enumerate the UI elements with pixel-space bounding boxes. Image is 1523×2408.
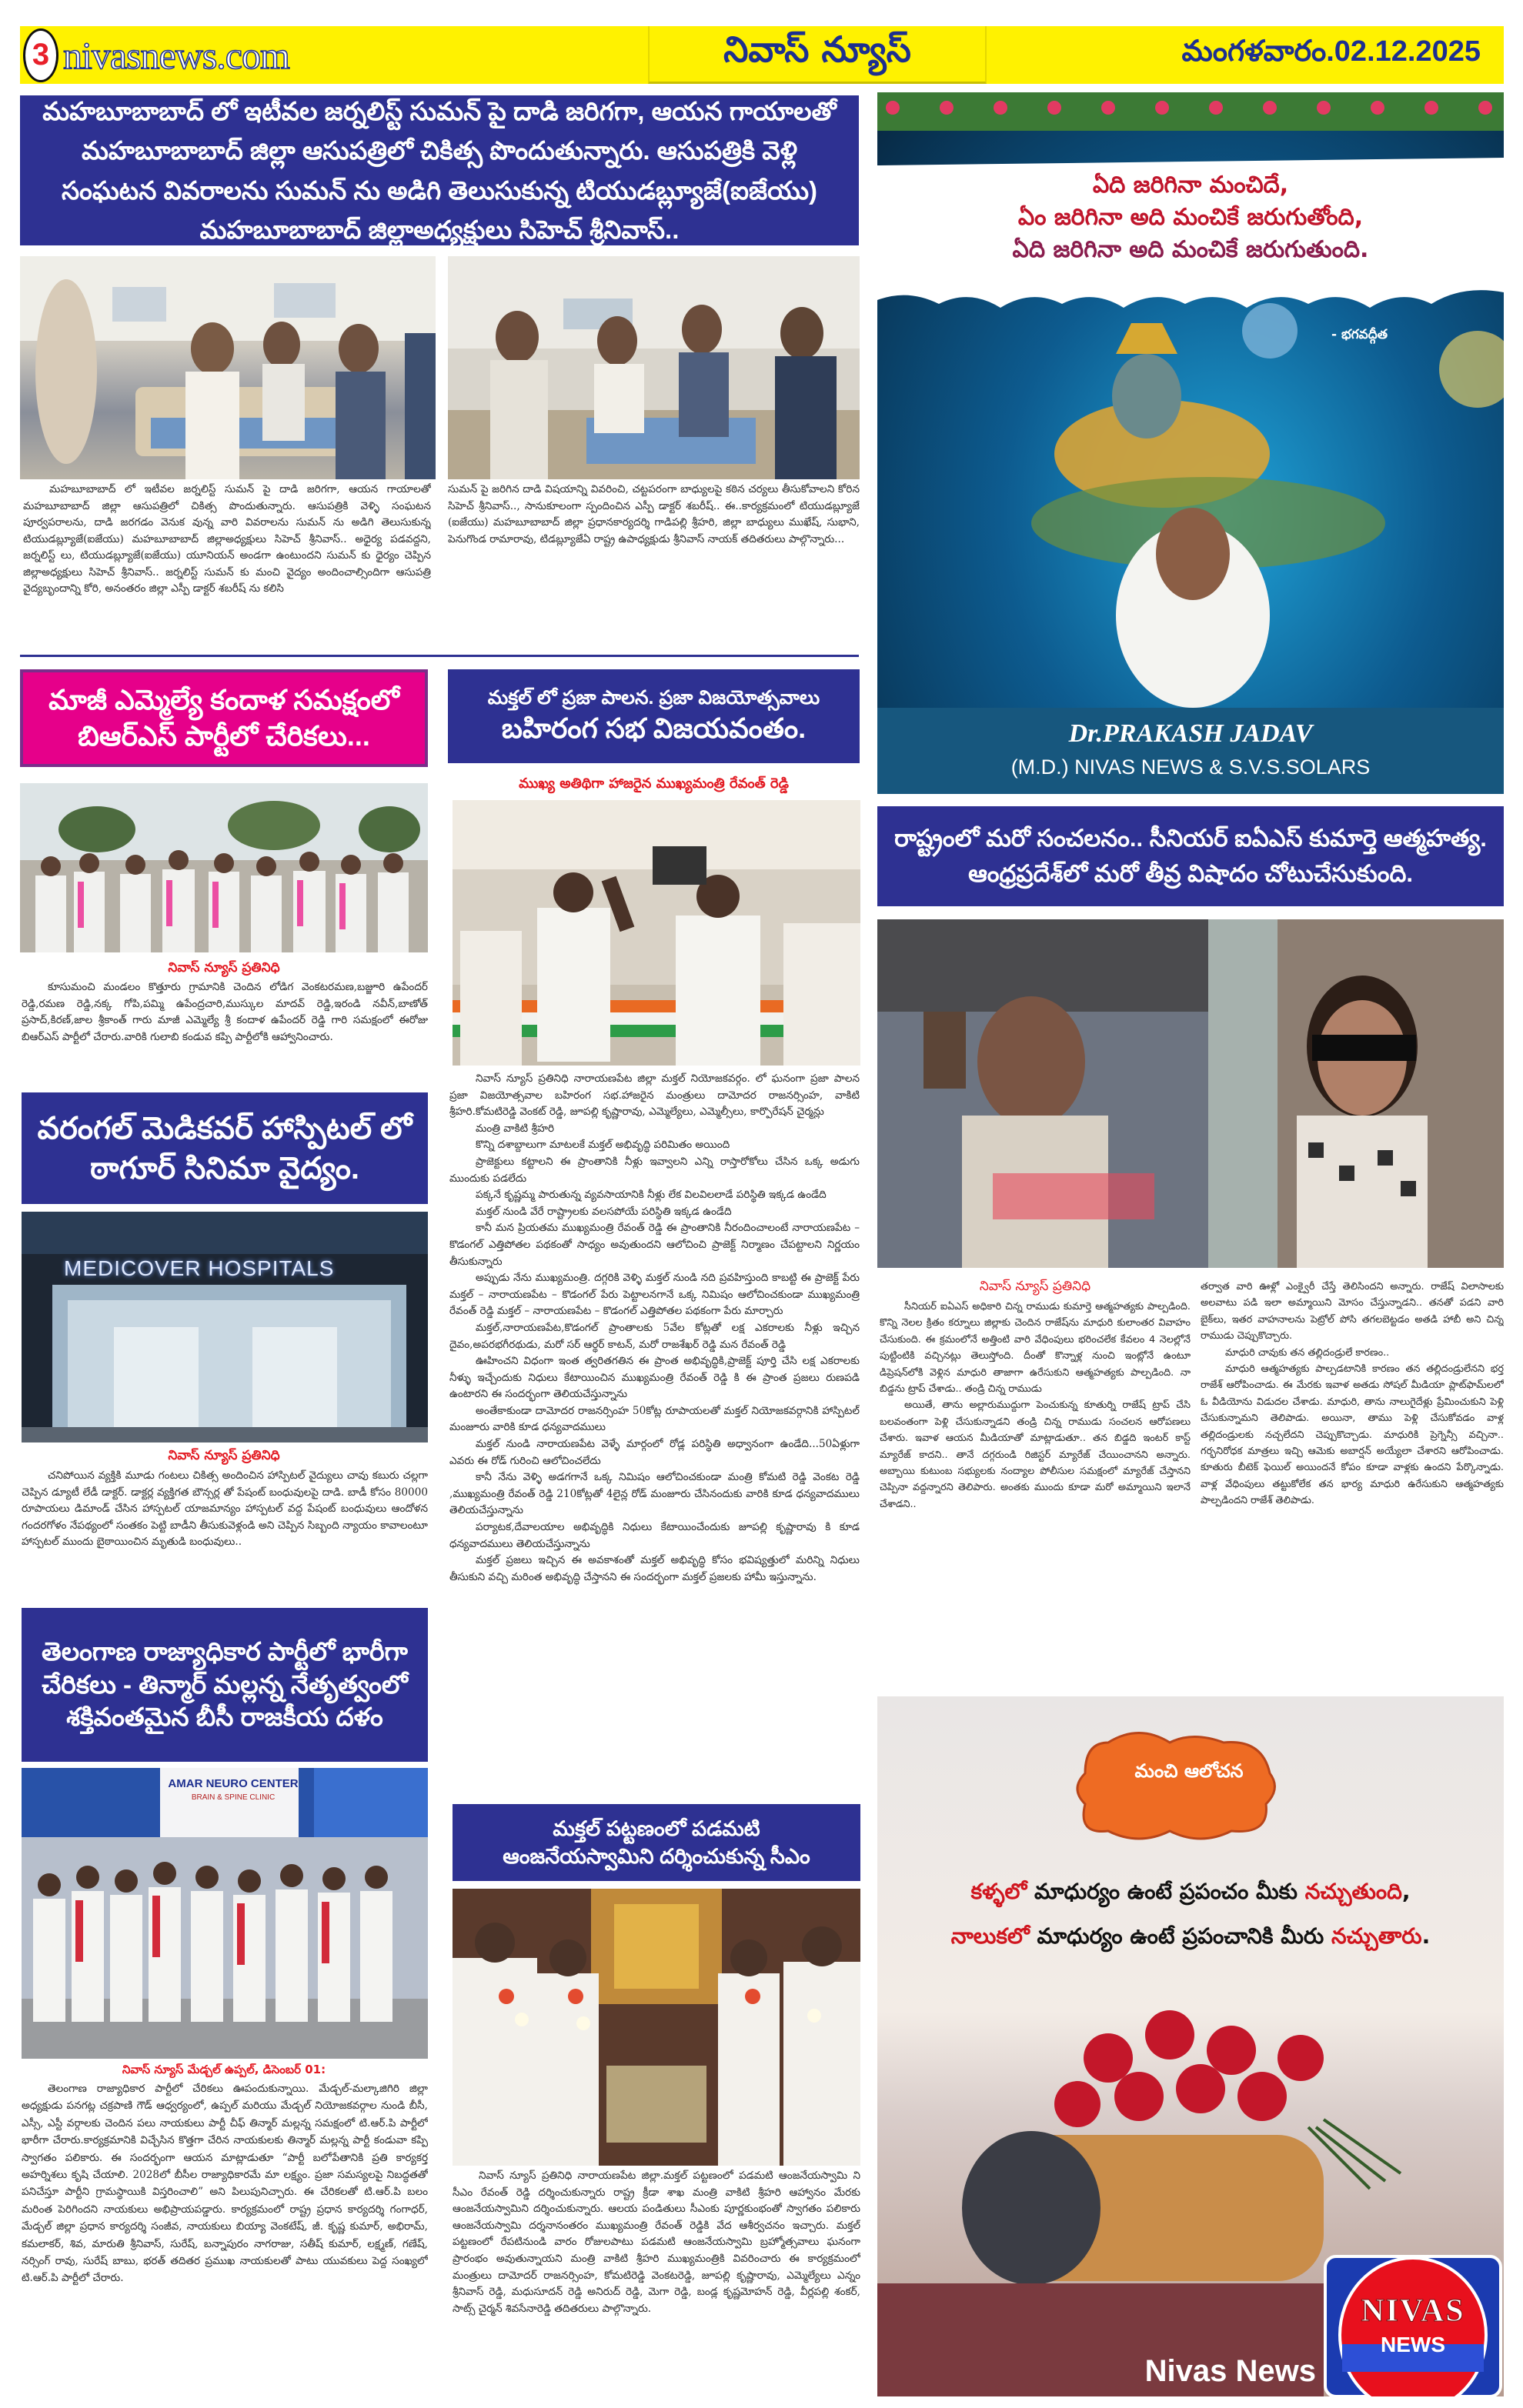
makthal-paragraph: ప్రాజెక్టులు కట్టాలని ఈ ప్రాంతానికి నీళ్లు ఇవ్వాలని ఎన్ని రాస్తారోకోలు చేసిన ఒక్క అడుగు ముందుకు పడలేదు	[449, 1155, 860, 1185]
quote-text: మాధుర్యం ఉంటే ప్రపంచానికి మీరు	[1029, 1923, 1331, 1949]
website-link[interactable]: nivasnews.com	[63, 33, 289, 77]
good-thought-ad-artwork	[877, 1696, 1504, 2396]
makthal-paragraph: మక్తల్ నుండి నారాయణపేట వెళ్ళే మార్గంలో రోడ్ల పరిస్థితి అధ్వానంగా ఉండేది...50ఏళ్లుగా ఎవరు ఈ రోడ్ గురించి ఆలోచించలేదు	[449, 1438, 860, 1467]
makthal-paragraph: కానీ మన ప్రియతమ ముఖ్యమంత్రి రేవంత్ రెడ్డి ఈ ప్రాంతానికి నీరందించాలంటే నారాయణపేట – కొడంగల్ ఎత్తిపోతల పథకంతో సాధ్యం అవుతుందని ఆలోచించి ప్రాజెక్ట్ నిర్మాణం చేపట్టాలని నిర్ణయం తీసుకున్నారు	[449, 1222, 860, 1268]
makthal-headline	[448, 669, 860, 763]
makthal-paragraph: మక్తల్,నారాయణపేట,కొడంగల్ ప్రాంతాలకు 5వేల కోట్లతో లక్ష ఎకరాలకు నీళ్లు ఇచ్చిన దైవం,అపరభగీరథుడు, మరో సర్ ఆర్థర్ కాటన్, మరో రాజశేఖర్ రెడ్డి మన రేవంత్ రెడ్డి	[449, 1321, 860, 1351]
trp-byline: నివాస్ న్యూస్ మేడ్చల్ ఉప్పల్, డిసెంబర్ 01:	[122, 2063, 326, 2076]
ias-byline: నివాస్ న్యూస్ ప్రతినిధి	[979, 1279, 1091, 1294]
medicover-byline: నివాస్ న్యూస్ ప్రతినిధి	[168, 1448, 280, 1463]
logo-bottom-text: NEWS	[1381, 2333, 1445, 2356]
gita-ad-name: Dr.PRAKASH JADAV	[1068, 719, 1313, 748]
makthal-paragraph: కొన్ని దశాబ్దాలుగా మాటలకే మక్తల్ అభివృద్ధి పరిమితం అయింది	[476, 1139, 730, 1152]
brs-headline	[20, 669, 428, 767]
anjaneya-headline-line1: మక్తల్ పట్టణంలో పడమటి	[553, 1816, 760, 1840]
page-number: 3	[23, 28, 58, 82]
medicover-body	[22, 1468, 428, 1585]
nivas-news-logo	[1342, 2293, 1484, 2357]
quote-highlight: నచ్చుతుంది	[1304, 1879, 1402, 1904]
logo-top-text: NIVAS	[1361, 2293, 1465, 2329]
quote-highlight: కళ్ళలో	[970, 1879, 1027, 1904]
gita-quote-line2: ఏం జరిగినా అది మంచికే జరుగుతోంది,	[1017, 204, 1364, 231]
makthal-subhead: ముఖ్య అతిథిగా హాజరైన ముఖ్యమంత్రి రేవంత్ రెడ్డి	[519, 775, 789, 792]
makthal-paragraph: ఊహించని విధంగా ఇంత త్వరితగతిన ఈ ప్రాంత అభివృద్ధికి,ప్రాజెక్ట్ పూర్తి చేసి లక్ష ఎకరాలకు నీళ్ళు ఇచ్చేందుకు నిధులు కేటాయించిన ముఖ్యమంత్రి రేవంత్ రెడ్డి కి ఈ ప్రాంత ప్రజలు రుణపడి ఉంటారని ఈ సందర్భంగా తెలియచేస్తున్నాను	[449, 1355, 860, 1401]
ias-body-col1b-text: అయితే, తాను అల్లారుముద్దుగా పెంచుకున్న కూతుర్ని రాజేష్ ట్రాప్ చేసి బలవంతంగా పెళ్లి చేసుకున్నాడని తండ్రి చిన్న రాముడు సంచలన ఆరోపణలు చేశారు. ఇవాళ ఆయన మీడియాతో మాట్లాడుతూ.. తన బిడ్డది ఇంటర్ కాస్ట్ మ్యారేజ్ కాదని.. తానే దగ్గరుండి రిజిస్టర్ మ్యారేజ్ చేయించానని అన్నారు. అబ్బాయి కుటుంబ సభ్యులకు నంద్యాల పోలీసుల సమక్షంలో మ్యారేజ్ చేస్తానని చెప్పినా వద్దన్నారని తెలిపారు. అంతకు ముందు కూడా మరో అమ్మాయిని ఇలానే చేశాడని..	[880, 1399, 1191, 1510]
makthal-paragraph: నివాస్ న్యూస్ ప్రతినిధి నారాయణపేట జిల్లా మక్తల్ నియోజకవర్గం. లో ఘనంగా ప్రజా పాలన ప్రజా విజయోత్సవాల బహిరంగ సభ.హాజరైన మంత్రులు దామోదర రాజనర్సింహ, వాకిటి శ్రీహరి.కోమటిరెడ్డి వెంకట్ రెడ్డి, జూపల్లి కృష్ణారావు, ఎమ్మెల్యేలు, ఎమ్మెల్సీలు, కార్పొరేషన్ చైర్మన్లు	[449, 1072, 860, 1119]
quote-text: మాధుర్యం ఉంటే ప్రపంచం మీకు	[1027, 1879, 1305, 1904]
lead-body-left	[23, 482, 431, 625]
lead-body-left-text: మహబూబాబాద్ లో ఇటీవల జర్నలిస్ట్ సుమన్ పై దాడి జరిగగా, ఆయన గాయాలతో మహబూబాబాద్ జిల్లా ఆసుపత్రిలో చికిత్స పొందుతున్నారు. ఆసుపత్రికి వెళ్ళి సంఘటన పూర్వపరాలను, దాడి జరగడం వెనుక వున్న వారి వివరాలను సుమన్ ను అడిగి తెలుసుకున్న టియుడబ్ల్యూజే(ఐజేయు) మహబూబాబాద్ జిల్లాఅధ్యక్షులు సిహెచ్ శ్రీనివాస్.. అధైర్య పడవద్దని, జర్నలిస్ట్ లు, టియుడబ్ల్యూజే(ఐజేయు) యూనియన్ అండగా ఉంటుందని సుమన్ కు ధైర్యం చెప్పిన జిల్లాఅధ్యక్షులు సిహెచ్ శ్రీనివాస్.. జర్నలిస్ట్ సుమన్ కు మంచి వైద్యం అందించాల్సిందిగా ఆసుపత్రి వైద్యబృందాన్ని కోరి, అనంతరం జిల్లా ఎస్పీ డాక్టర్ శబరీష్ ను కలిసి	[23, 483, 431, 595]
brs-headline-text: మాజీ ఎమ్మెల్యే కందాళ సమక్షంలో బిఆర్ఎస్ పార్టీలో చేరికలు...	[48, 683, 399, 752]
makthal-rally-photo	[453, 800, 860, 1066]
ias-headline-text: రాష్ట్రంలో మరో సంచలనం.. సీనియర్ ఐఏఎస్ కుమార్తె ఆత్మహత్య. ఆంధ్రప్రదేశ్‌లో మరో తీవ్ర విషాదం చోటుచేసుకుంది.	[894, 824, 1487, 887]
ias-body-col2-subhead: మాధురి చావుకు తన తల్లిదండ్రులే కారణం..	[1225, 1346, 1390, 1359]
makthal-paragraph: పర్యాటక,దేవాలయాల అభివృద్ధికి నిధులు కేటాయించేందుకు జూపల్లి కృష్ణారావు కి కూడ ధన్యవాదములు తెలియచేస్తున్నాను	[449, 1521, 860, 1550]
ias-news-photo	[877, 919, 1504, 1268]
medicover-photo	[22, 1212, 428, 1442]
ias-headline	[877, 806, 1504, 906]
temple-visit-photo	[453, 1889, 860, 2166]
brs-body	[22, 979, 428, 1064]
ias-body-col2-text: తర్వాత వారి ఊళ్లో ఎంక్వైరీ చేస్తే తెలిసిందని అన్నారు. రాజేష్ విలాసాలకు అలవాటు పడి ఇలా అమ్మాయిని మోసం చేస్తున్నాడని.. తనతో పడని వారి బైక్‌లు, ఇతర వాహనాలను పెట్రోల్ పోసి తగలబెట్టడం అతడి హాబీ అని చిన్న రాముడు చెప్పుకొచ్చారు.	[1201, 1281, 1504, 1342]
quote-punct: ,	[1401, 1879, 1411, 1904]
masthead	[20, 26, 1504, 84]
lead-body-right-text: సుమన్ పై జరిగిన దాడి విషయాన్ని వివరించి, చట్టపరంగా బాధ్యులపై కఠిన చర్యలు తీసుకోవాలని కోరిన సిహెచ్ శ్రీనివాస్.., సానుకూలంగా స్పందించిన ఎస్పీ డాక్టర్ శబరీష్.. ఈ..కార్యక్రమంలో టియుడబ్ల్యూజే (ఐజేయు) మహబూబాబాద్ జిల్లా ప్రధానకార్యదర్శి గాడిపల్లి శ్రీహరి, జిల్లా బాధ్యులు ముఖేష్, సుభాని, పెనుగొండ రామారావు, టిడబ్ల్యూజేఏ రాష్ట్ర ఉపాధ్యక్షుడు శ్రీనివాస్ నాయక్ తదితరులు పాల్గొన్నారు...	[448, 483, 860, 545]
trp-headline-text: తెలంగాణ రాజ్యాధికార పార్టీలో భారీగా చేరికలు - తిన్మార్ మల్లన్న నేతృత్వంలో శక్తివంతమైన బీసీ రాజకీయ దళం	[42, 1636, 408, 1732]
hospital-visit-photo-left	[20, 256, 436, 479]
brs-photo	[20, 783, 428, 952]
good-thought-quote	[877, 1869, 1504, 1959]
medicover-sign: MEDICOVER HOSPITALS	[64, 1256, 335, 1280]
trp-body-text: తెలంగాణ రాజ్యాధికార పార్టీలో చేరికలు ఊపందుకున్నాయి. మేడ్చల్-మల్కాజిగిరి జిల్లా అధ్యక్షుడు పనగట్ల చక్రపాణి గౌడ్ ఆధ్వర్యంలో, ఉప్పల్ మరియు మేడ్చల్ నియోజకవర్గాల నుండి బీసీ, ఎస్సీ, ఎస్టీ వర్గాలకు చెందిన పలు నాయకులు పార్టీ చీఫ్ తిన్మార్ మల్లన్న సమక్షంలో టి.ఆర్.పి పార్టీలో భారీగా చేరారు.కార్యక్రమానికి విచ్చేసిన కొత్తగా చేరిన నాయకులకు తిన్మార్ మల్లన్న పార్టీ కండువా కప్పి స్వాగతం పలికారు. ఈ సందర్భంగా ఆయన మాట్లాడుతూ “పార్టీ బలోపేతానికి ప్రతి కార్యకర్త అహర్నిశలు కృషి చేయాలి. 2028లో బీసీల రాజ్యాధికారమే మా లక్ష్యం. ప్రజా సమస్యలపై నిబద్ధతతో పనిచేస్తూ పార్టీని గ్రామస్థాయికి విస్తరించాలి” అని పిలుపునిచ్చారు. ఈ చేరికలతో టి.ఆర్.పి బలం మరింత పెరిగిందని నాయకులు అభిప్రాయపడ్డారు. కార్యక్రమంలో రాష్ట్ర ప్రధాన కార్యదర్శి గంగాధర్, మేడ్చల్ జిల్లా ప్రధాన కార్యదర్శి సంజీవ, నాయకులు బియ్యా వెంకటేష్, జీ. కృష్ణ కుమార్, అభిరామ్, కమలాకర్, శివ, మారుతి శ్రీనివాస్, సురేష్, బన్నాపురం నాగరాజు, సతీష్ కుమార్, లక్ష్మణ్, గణేష్, నర్సింగ్ రావు, సురేష్ బాబు, భరత్ తదితర ప్రముఖ నాయకులతో పాటు యువకులు పెద్ద సంఖ్యలో టి.ఆర్.పి పార్టీలో చేరారు.	[22, 2083, 428, 2285]
trp-body	[22, 2080, 428, 2388]
quote-punct: .	[1421, 1923, 1431, 1949]
medicover-headline-text: వరంగల్ మెడికవర్ హాస్పిటల్ లో ఠాగూర్ సినిమా వైద్యం.	[37, 1111, 412, 1186]
medicover-headline	[22, 1092, 428, 1204]
gita-quote-line3: ఏది జరిగినా అది మంచికే జరుగుతుంది.	[1012, 236, 1369, 263]
gita-ad-title: (M.D.) NIVAS NEWS & S.V.S.SOLARS	[1010, 755, 1371, 779]
good-thought-ad	[877, 1696, 1504, 2396]
ias-body-col2	[1201, 1279, 1504, 1679]
section-divider	[20, 655, 859, 657]
lead-headline	[20, 95, 859, 245]
trp-clinic-sign	[168, 1777, 299, 1802]
medicover-body-text: చనిపోయిన వ్యక్తికి మూడు గంటలు చికిత్స అందించిన హాస్పిటల్ వైద్యులు చావు కబురు చల్లగా చెప్పిన డ్యూటీ లేడీ డాక్టర్. డాక్టర్ల వ్యక్తిగత బౌన్సర్ల తో పేషంట్ బంధువులపై దాడి. బాడీ కోసం 80000 రూపాయలు డిమాండ్ చేసిన హాస్పటల్ యాజమాన్యం హాస్పటల్ వద్ద పేషంట్ బంధువులు ఆందోళన గందరగోళం నేపథ్యంలో సంతకం పెట్టి బాడీని తీసుకువెళ్లండి అని చెప్పిన సిబ్బంది న్యాయం కావాలంటూ హాస్పటల్ ముందు బైఠాయించిన మృతుడి బంధువులు..	[22, 1469, 428, 1548]
makthal-paragraph: పక్కనే కృష్ణమ్మ పారుతున్న వ్యవసాయానికి నీళ్లు లేక విలవిలలాడే పరిస్థితి ఇక్కడ ఉండేది	[476, 1189, 827, 1202]
anjaneya-body	[453, 2168, 860, 2391]
issue-date: మంగళవారం.02.12.2025	[1181, 35, 1481, 68]
makthal-headline-line1: మక్తల్ లో ప్రజా పాలన. ప్రజా విజయోత్సవాలు	[487, 687, 820, 709]
makthal-paragraph: కానీ నేను వెళ్ళి అడగగానే ఒక్క నిమిషం ఆలోచించకుండా మంత్రి కోమటి రెడ్డి వెంకట రెడ్డి ,ముఖ్యమంత్రి రేవంత్ రెడ్డి 210కోట్లతో 4లైన్ల రోడ్ మంజూరు చేసినందుకు వారికి కూడ ధన్యవాదములు తెలియచేస్తున్నాను	[449, 1471, 860, 1517]
brs-body-text: కూసుమంచి మండలం కొత్తూరు గ్రామానికి చెందిన లోడిగ వెంకటరమణ,బజ్జూరి ఉపేందర్ రెడ్డి,రమణ రెడ్డి,నక్క గోపి,పమ్మి ఉపేంద్రచారి,ముస్కుల మాదవ్ రెడ్డి,ఇరండి నవీన్,బాణోత్ ప్రసాద్,కిరణ్,జాల శ్రీకాంత్ గారు మాజీ ఎమ్మెల్యే శ్రీ కందాళ ఉపేందర్ రెడ్డి గారి సమక్షంలో ఈరోజు బిఆర్ఎస్ పార్టీలో చేరారు.వారికి గులాబి కండువ కప్పి పార్టీలోకి ఆహ్వానించారు.	[22, 981, 428, 1043]
good-thought-line2	[877, 1914, 1504, 1959]
makthal-paragraph: అప్పుడు నేను ముఖ్యమంత్రి. దగ్గరికి వెళ్ళి మక్తల్ నుండి నది ప్రవహిస్తుంది కాబట్టి ఈ ప్రాజెక్ట్ పేరు మక్తల్ – నారాయణపేట – కొడంగల్ పేరు పెట్టాలనగానే ఒక్క నిమిషం ఆలోచించకుండా ముఖ్యమంత్రి రేవంత్ రెడ్డి మక్తల్ – నారాయణపేట – కొడంగల్ ఎత్తిపోతల పథకంగా పేరు మార్చారు	[449, 1272, 860, 1318]
anjaneya-headline	[453, 1804, 860, 1881]
lead-headline-text: మహబూబాబాద్ లో ఇటీవల జర్నలిస్ట్ సుమన్ పై దాడి జరిగగా, ఆయన గాయాలతో మహబూబాబాద్ జిల్లా ఆసుపత్రిలో చికిత్స పొందుతున్నారు. ఆసుపత్రికి వెళ్లి సంఘటన వివరాలను సుమన్ ను అడిగి తెలుసుకున్న టియుడబ్ల్యూజే(ఐజేయు) మహబూబాబాద్ జిల్లాఅధ్యక్షులు సిహెచ్ శ్రీనివాస్..	[42, 97, 837, 244]
lead-photo-left	[20, 256, 436, 479]
makthal-headline-line2: బహిరంగ సభ విజయవంతం.	[501, 712, 807, 744]
makthal-paragraph: మంత్రి వాకిటి శ్రీహరి	[476, 1122, 555, 1135]
gita-quote-line1: ఏది జరిగినా మంచిదే,	[1092, 172, 1289, 198]
trp-clinic-sign-title: AMAR NEURO CENTER	[168, 1777, 299, 1790]
trp-photo	[22, 1768, 428, 2059]
gita-attribution: - భగవద్గీత	[1331, 327, 1388, 342]
ias-body-col1	[880, 1299, 1191, 1676]
gita-ad	[877, 92, 1504, 794]
ias-body-col2b-text: మాధురి ఆత్మహత్యకు పాల్పడటానికి కారణం తన తల్లిదండ్రులేనని భర్త రాజేశ్ ఆరోపించాడు. ఈ మేరకు ఇవాళ అతడు సోషల్ మీడియా ప్లాట్‌ఫామ్‌లలో ఓ వీడియోను విడుదల చేశాడు. మాధురి, తాను నాలుగైదేళ్లు ప్రేమించుకుని పెళ్లి చేసుకున్నామని తెలిపాడు. అయినా, తాము పెళ్లి చేసుకోవడం వాళ్ల తల్లిదండ్రులకు నచ్చలేదని చెప్పుకొచ్చాడు. మాధురికి ప్రెగ్నెన్సీ వచ్చినా.. గర్భనిరోధక మాత్రలు ఇచ్చి ఆమెకు అబార్షన్ అయ్యేలా చేశారని ఆరోపించాడు. కూతురు బీటెక్ ఫెయిల్ అయిందనే కోపం కూడా వాళ్లకు ఉందని పేర్కొన్నాడు. వాళ్ల వేధింపులు తట్టుకోలేక తన భార్య మాధురి ఉరేసుకుని ఆత్మహత్యకు పాల్పడిందని రాజేశ్ తెలిపాడు.	[1201, 1363, 1504, 1507]
brs-joining-photo	[20, 783, 428, 952]
trp-clinic-sign-sub: BRAIN & SPINE CLINIC	[191, 1793, 276, 1802]
brs-byline: నివాస్ న్యూస్ ప్రతినిధి	[168, 960, 280, 976]
medicover-hospital-photo	[22, 1212, 428, 1442]
lead-photo-right	[448, 256, 860, 479]
anjaneya-photo	[453, 1889, 860, 2166]
makthal-paragraph: మక్తల్ ప్రజలు ఇచ్చిన ఈ అవకాశంతో మక్తల్ అభివృద్ధి కోసం భవిష్యత్తులో మరిన్ని నిధులు తీసుకుని వచ్చి మరింత అభివృద్ధి చేస్తానని ఈ సందర్భంగా మక్తల్ ప్రజలకు హామీ ఇస్తున్నాను.	[449, 1554, 860, 1583]
makthal-paragraph: అంతేకాకుండా దామోదర రాజనర్సింహ 50కోట్ల రూపాయలతో మక్తల్ నియోజకవర్గానికి హాస్పిటల్ మంజూరు వారికి కూడ ధన్యవాదములు	[449, 1404, 860, 1434]
nivas-news-footer: Nivas News	[1144, 2354, 1316, 2388]
ias-body-col1-text: సీనియర్ ఐఏఎస్ అధికారి చిన్న రాముడు కుమార్తె ఆత్మహత్యకు పాల్పడింది. కొన్ని నెలల క్రితం కర్నూలు జిల్లాకు చెందిన రాజేష్‌ను మాధురి కులాంతర వివాహం చేసుకుంది. ఈ క్రమంలోనే అత్తింటి వారి వేధింపులు భరించలేక కేవలం 4 నెలల్లోనే పుట్టింటికి వచ్చినట్లు తెలుస్తోంది. దీంతో కొన్నాళ్ల నుంచి ఇంట్లోనే ఉంటూ డిప్రెషన్‌లోకి వెళ్లిన మాధురి తాజాగా ఉరేసుకుని ఆత్మహత్యకు పాల్పడింది. నా బిడ్డను ట్రాప్ చేశాడు.. తండ్రి చిన్న రాముడు	[880, 1301, 1191, 1396]
lead-body-right	[448, 482, 860, 635]
ias-photo	[877, 919, 1504, 1268]
paper-name: నివాస్ న్యూస్	[648, 26, 987, 84]
anjaneya-body-text: నివాస్ న్యూస్ ప్రతినిధి నారాయణపేట జిల్లా.మక్తల్ పట్టణంలో పడమటి ఆంజనేయస్వామి ని సీఎం రేవంత్ రెడ్డి దర్శించుకున్నారు రాష్ట్ర క్రీడా శాఖ మంత్రి వాకిటి శ్రీహరి ఆహ్వానం మేరకు ఆంజనేయస్వామిని దర్శించుకున్నారు. ఆలయ పండితులు సీఎంకు పూర్ణకుంభంతో స్వాగతం పలికారు ఆంజనేయస్వామి దర్శనానంతరం ముఖ్యమంత్రి రేవంత్ రెడ్డికి వేద ఆశీర్వచనం ఇచ్చారు. మక్తల్ పట్టణంలో రేపటినుండి వారం రోజులపాటు పడమటి ఆంజనేయస్వామి బ్రహ్మోత్సవాలు ఘనంగా ప్రారంభం అవుతున్నాయని మంత్రి వాకిటి శ్రీహరి ముఖ్యమంత్రికి వివరించారు ఈ కార్యక్రమంలో మంత్రులు దామోదర్ రాజనర్సింహ, కోమటిరెడ్డి వెంకటరెడ్డి, జూపల్లి కృష్ణారావు, ఎమ్మెల్యేలు ఎన్నం శ్రీనివాస్ రెడ్డి, మధుసూదన్ రెడ్డి అనిరుద్ రెడ్డి, మెగా రెడ్డి, బండ్ల కృష్ణమోహన్ రెడ్డి, వీర్లపల్లి శంకర్, సాట్స్ చైర్మన్ శివసేనారెడ్డి తదితరులు పాల్గొన్నారు.	[453, 2170, 860, 2315]
trp-joining-photo	[22, 1768, 428, 2059]
good-thought-line1	[877, 1869, 1504, 1914]
makthal-photo	[453, 800, 860, 1066]
gita-quote	[877, 169, 1504, 266]
hospital-visit-photo-right	[448, 256, 860, 479]
anjaneya-headline-line2: ఆంజనేయస్వామిని దర్శించుకున్న సీఎం	[503, 1845, 810, 1868]
makthal-body	[449, 1071, 860, 1798]
makthal-paragraph: మక్తల్ నుండి వేరే రాష్ట్రాలకు వలసపోయే పరిస్థితి ఇక్కడ ఉండేది	[476, 1205, 732, 1218]
good-thought-badge: మంచి ఆలోచన	[1134, 1760, 1244, 1782]
quote-highlight: నాలుకలో	[950, 1923, 1030, 1949]
quote-highlight: నచ్చుతారు	[1331, 1923, 1422, 1949]
trp-headline	[22, 1608, 428, 1762]
